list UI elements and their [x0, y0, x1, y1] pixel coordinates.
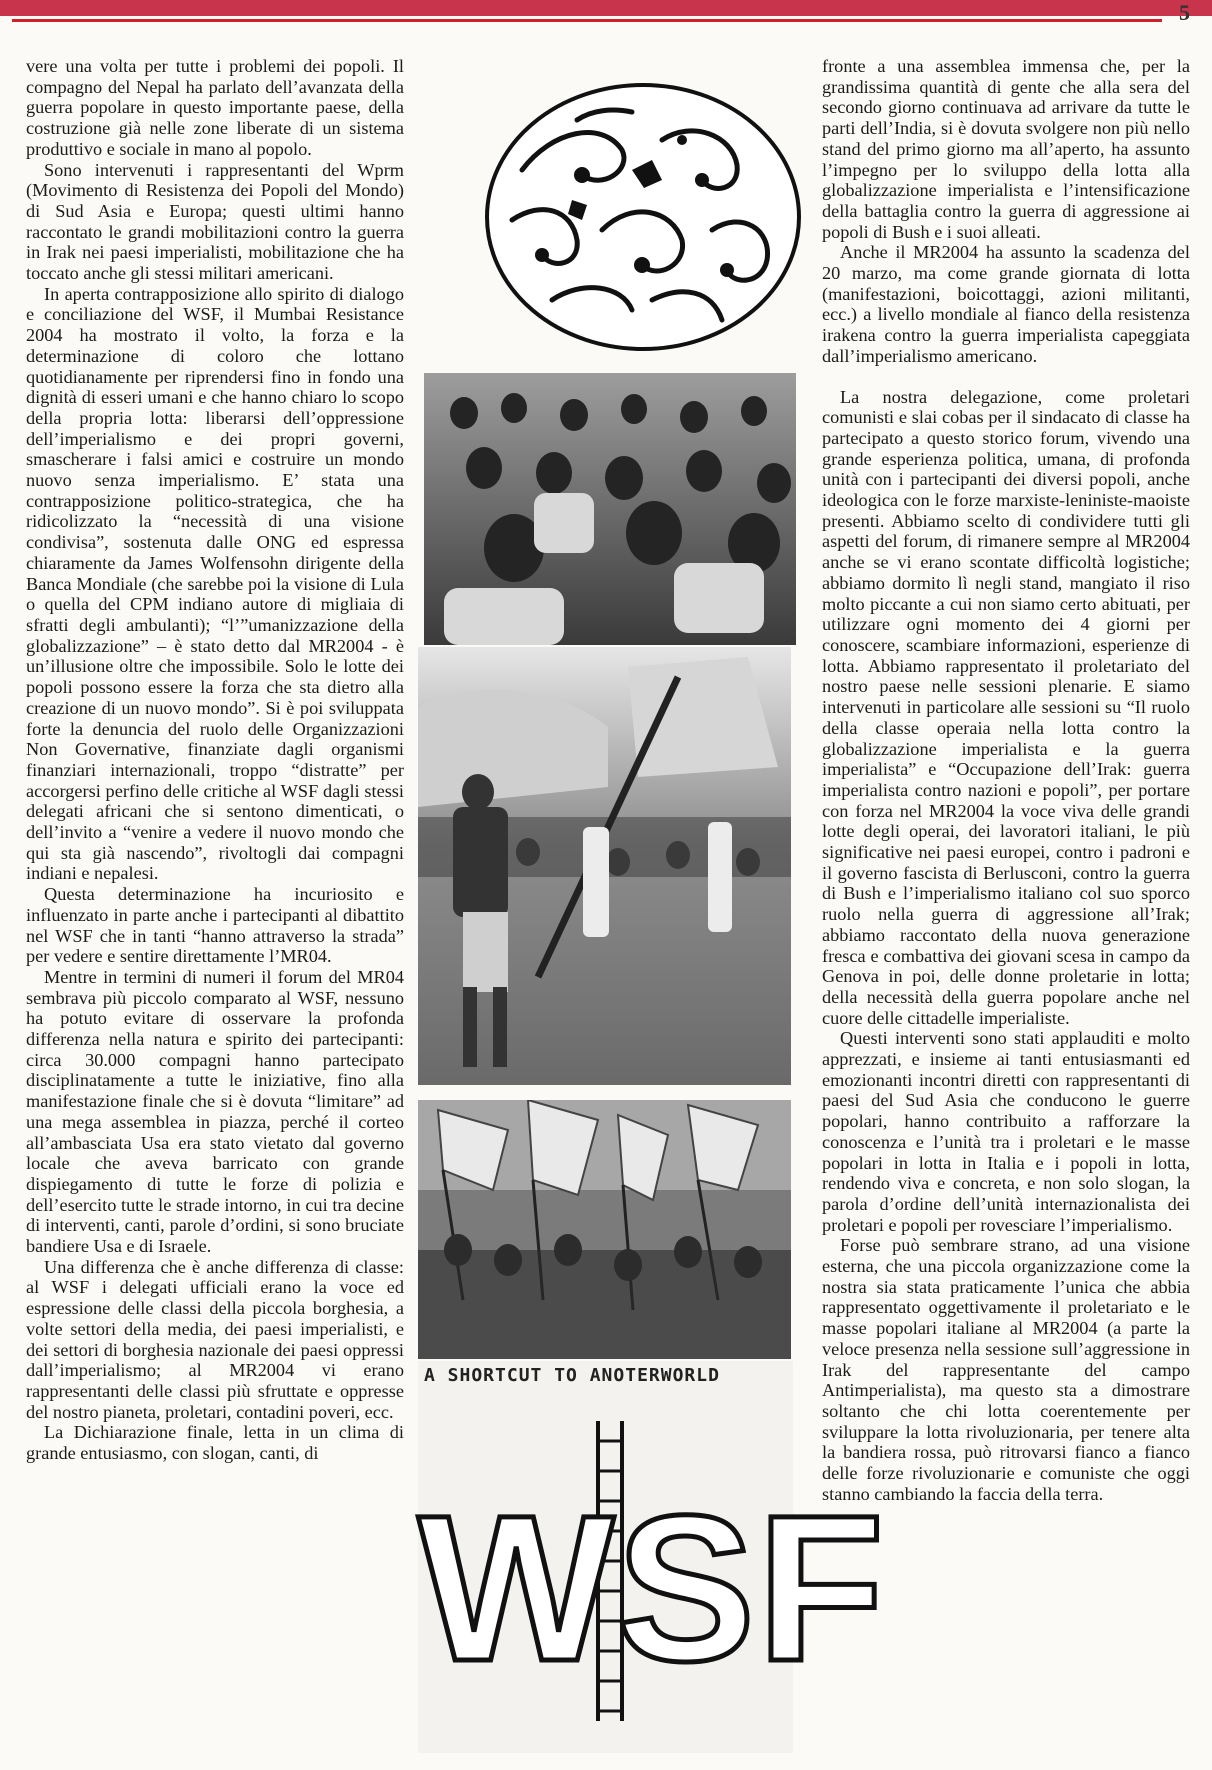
- article-column-left: [26, 56, 404, 1464]
- paragraph: La Dichiarazione finale, letta in un clima di grande entusiasmo, con slogan, canti, di: [26, 1422, 404, 1464]
- paragraph: vere una volta per tutte i problemi dei popoli. Il compagno del Nepal ha parlato dell’avanzata della guerra popolare in questo importante paese, della costruzione già nelle zone liberate di un sistema produttivo e sociale in mano al popolo.: [26, 56, 404, 159]
- poster-wsf-letters: WSF: [418, 1473, 887, 1705]
- march-with-flags-photo: [418, 647, 791, 1085]
- paragraph: Questa determinazione ha incuriosito e influenzato in parte anche i partecipanti al dibattito nel WSF che in tanti “hanno attraverso la strada” per vedere e sentire direttamente l’MR04.: [26, 884, 404, 967]
- rally-banners-photo: [418, 1100, 791, 1359]
- paragraph: fronte a una assemblea immensa che, per la grandissima quantità di gente che alla sera del secondo giorno continuava ad arrivare da tutte le parti dell’India, si è dovuta svolgere non più nello stand del primo giorno ma all’aperto, ha assunto l’impegno per lo sviluppo della lotta alla globalizzazione imperialista e l’intensificazione della battaglia contro la guerra di aggressione ai popoli di Bush e i suoi alleati.: [822, 56, 1190, 242]
- poster-slogan: A SHORTCUT TO ANOTERWORLD: [424, 1365, 720, 1386]
- header-rule: [12, 19, 1162, 22]
- paragraph: Una differenza che è anche differenza di classe: al WSF i delegati ufficiali erano la voce ed espressione delle classi della piccola borghesia, a volte settori della media, dei paesi imperialisti, e dei settori di borghesia nazionale dei paesi oppressi dall’imperialismo; al MR2004 vi erano rappresentanti delle classi più sfruttate e oppresse del nostro pianeta, proletari, contadini poveri, ecc.: [26, 1256, 404, 1422]
- paragraph: La nostra delegazione, come proletari comunisti e slai cobas per il sindacato di classe ha partecipato a questo storico forum, vivendo una grande esperienza politica, umana, di profonda unità con i partecipanti dei diversi popoli, anche ideologica con le forze marxiste-leniniste-maoiste presenti. Abbiamo scelto di condividere tutti gli aspetti del forum, di rimanere sempre al MR2004 anche se vi erano scontate difficoltà logistiche; abbiamo dormito lì negli stand, mangiato il riso molto piccante a cui non siamo certo abituati, per utilizzare ogni momento dei 4 giorni per conoscere, scambiare informazioni, esperienze di lotta. Abbiamo rappresentato il proletariato del nostro paese nelle sessioni plenarie. E siamo intervenuti in particolare alle sessioni su “Il ruolo della classe operaia nella lotta contro la globalizzazione imperialista e la guerra imperialista” e “Occupazione dell’Irak: guerra imperialista contro nazioni e popoli”, per portare con forza nel MR2004 la voce viva delle grandi lotte degli operai, dei lavoratori italiani, le più significative nei paesi europei, contro i padroni e il governo fascista di Berlusconi, contro la guerra di Bush e l’imperialismo italiano col suo sporco ruolo nella guerra di aggressione all’Irak; abbiamo raccontato della nuova generazione fresca e combattiva dei giovani scesa in campo da Genova in poi, delle donne proletarie in lotta; della necessità della guerra popolare anche nel cuore delle cittadelle imperialiste.: [822, 386, 1190, 1028]
- article-column-right: [822, 56, 1190, 1505]
- header-accent-bar: [0, 0, 1212, 16]
- paragraph: Anche il MR2004 ha assunto la scadenza del 20 marzo, ma come grande giornata di lotta (manifestazioni, boicottaggi, azioni militanti, ecc.) a livello mondiale al fianco della resistenza irakena contro la guerra imperialista capeggiata dall’imperialismo americano.: [822, 242, 1190, 366]
- wsf-poster: [418, 1361, 887, 1753]
- paragraph: Mentre in termini di numeri il forum del MR04 sembrava più piccolo comparato al WSF, nessuno ha potuto evitare di osservare la profonda differenza nella natura e spirito dei partecipanti: circa 30.000 compagni hanno partecipato disciplinatamente a tutte le iniziative, fino alla manifestazione finale che si è dovuta “limitare” ad una mega assemblea in piazza, perché il corteo all’ambasciata Usa era stato vietato dal governo locale che aveva barricato con grande dispiegamento di tutte le forze di polizia e dell’esercito tutte le strade intorno, in cui tra decine di interventi, canti, parole d’ordini, si sono bruciate bandiere Usa e di Israele.: [26, 966, 404, 1257]
- swirl-globe-emblem: [482, 80, 804, 354]
- paragraph: Sono intervenuti i rappresentanti del Wprm (Movimento di Resistenza dei Popoli del Mondo) di Sud Asia e Europa; questi ultimi hanno raccontato le grandi mobilitazioni contro la guerra in Irak nei paesi imperialisti, mobilitazione che ha toccato anche gli stessi militari americani.: [26, 159, 404, 284]
- paragraph: In aperta contrapposizione allo spirito di dialogo e conciliazione del WSF, il Mumbai Resistance 2004 ha mostrato il volto, la forza e la determinazione di coloro che lottano quotidianamente per riprendersi fino in fondo una dignità di esseri umani e che hanno chiaro lo scopo della propria lotta: liberarsi dell’oppressione dell’imperialismo e dei propri governi, smascherare i falsi amici e costruire un mondo nuovo senza imperialismo. E’ stata una contrapposizione politico-strategica, che ha ridicolizzato la “necessità di una visione condivisa”, sostenuta dalle ONG ed espressa chiaramente da James Wolfensohn dirigente della Banca Mondiale (che sarebbe poi la visione di Lula o quella del CPM indiano autore di migliaia di sfratti degli ambulanti); “l’”umanizzazione della globalizzazione” – è stato detto dal MR2004 - è un’illusione oltre che impossibile. Solo le lotte dei popoli possono essere la forza che sta dietro alla creazione di un nuovo mondo”. Si è poi sviluppata forte la denuncia del ruolo delle Organizzazioni Non Governative, finanziate dagli organismi finanziari internazionali, troppo “distratte” per accorgersi perfino delle critiche al WSF dagli stessi delegati africani che si sentono dimenticati, o dell’invito a “venire a vedere il nuovo mondo che qui sta già nascendo”, rivoltogli dai compagni indiani e nepalesi.: [26, 283, 404, 884]
- page-number: 5: [1179, 0, 1190, 25]
- paragraph: Forse può sembrare strano, ad una visione esterna, che una piccola organizzazione come la nostra sia stata praticamente l’unica che abbia rappresentato oggettivamente il proletariato e le masse popolari italiane al MR2004 (a parte la veloce presenza nella sessione sull’aggressione in Irak del rappresentante del campo Antimperialista), ma questo sta a dimostrare soltanto che chi lotta coerentemente per sviluppare la lotta rivoluzionaria, per tenere alta la bandiera rossa, può ritrovarsi fianco a fianco delle forze rivoluzionarie e comuniste che oggi stanno cambiando la faccia della terra.: [822, 1235, 1190, 1504]
- paragraph: Questi interventi sono stati applauditi e molto apprezzati, e insieme ai tanti entusiasmanti ed emozionanti incontri diretti con rappresentanti di paesi del Sud Asia che conducono le guerre popolari, hanno contribuito a rafforzare la conoscenza e l’unità tra i proletari e le masse popolari in lotta in Italia e i popoli in lotta, rendendo viva e concreta, e non solo slogan, la parola d’ordine dell’unità internazionalista dei proletari e popoli per rovesciare l’imperialismo.: [822, 1028, 1190, 1235]
- seated-crowd-photo: [424, 373, 796, 645]
